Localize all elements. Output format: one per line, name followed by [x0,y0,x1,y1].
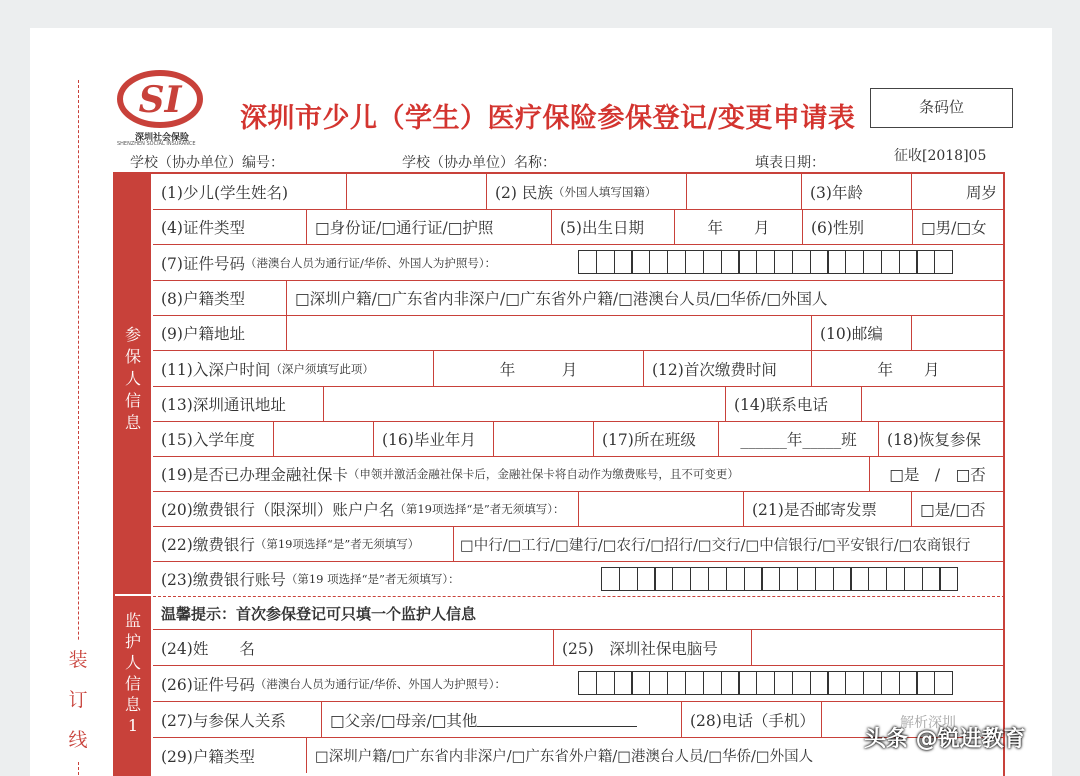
field-label-bank [153,527,453,561]
si-logo [115,68,215,130]
form-row [153,491,1005,526]
guardian-id-number-note: （港澳台人员为通行证/华侨、外国人为护照号）： [254,676,506,691]
section-char: 护 [124,632,141,651]
form-row [153,386,1005,421]
field-label-household-type: (8)户籍类型 [161,290,245,308]
form-row [153,315,1005,350]
form-row [153,561,1005,596]
field-label-household-address: (9)户籍地址 [161,325,245,343]
field-label-sz-address: (13)深圳通讯地址 [161,396,286,414]
mail-invoice-options[interactable]: □是/□否 [911,492,1005,526]
guardian-id-number-label: (26)证件号码 [161,675,255,694]
field-label-guardian-name: (24)姓 名 [161,639,255,658]
section-char: 息 [124,695,141,714]
logo-cn-text: 深圳社会保险 [135,133,190,143]
age-unit: 周岁 [965,183,997,202]
form-code: 征收[2018]05 [894,148,987,164]
section-char: 1 [127,716,139,735]
guardian-id-number-boxes[interactable] [578,671,952,695]
bank-account-boxes[interactable] [601,567,957,591]
school-name-label: 学校（协办单位）名称： [402,155,556,171]
field-label-finance-card [153,457,869,491]
enroll-year-input[interactable] [273,422,373,456]
sz-address-input[interactable] [323,387,725,421]
account-name-input[interactable] [578,492,743,526]
field-label-relationship: (27)与参保人关系 [161,711,286,730]
barcode-box: 条码位 [870,88,1013,128]
account-name-note: （第19项选择“是”者无须填写）： [394,502,565,516]
form-row [153,665,1005,701]
ethnicity-label: (2) 民族 [495,183,553,202]
account-name-label: (20)缴费银行（限深圳）账户户名 [161,501,395,519]
field-label-first-payment: (12)首次缴费时间 [643,351,811,386]
field-label-guardian-household-type: (29)户籍类型 [161,747,255,766]
form-row [153,629,1005,665]
bank-options[interactable]: □中行/□工行/□建行/□农行/□招行/□交行/□中信银行/□平安银行/□农商银行 [453,527,1005,561]
gender-options[interactable]: □男/□女 [912,210,1005,244]
section-guardian-info [115,596,151,776]
relationship-options-text: □父亲/□母亲/□其他 [330,711,478,730]
field-label-age: (3)年龄 [801,174,911,209]
binding-char: 装 [68,649,88,671]
field-label-id-type: (4)证件类型 [161,219,245,237]
graduation-input[interactable] [493,422,593,456]
age-input[interactable] [911,174,1005,209]
field-label-resume-insurance: (18)恢复参保 [878,422,1005,456]
field-label-graduation: (16)毕业年月 [373,422,493,456]
bank-account-label: (23)缴费银行账号 [161,571,286,589]
bank-note: （第19项选择“是”者无须填写） [254,537,420,551]
ethnicity-input[interactable] [686,174,801,209]
first-payment-input[interactable]: 年 月 [811,351,1005,386]
sz-hukou-time-label: (11)入深户时间 [161,360,271,379]
section-char: 保 [124,347,141,366]
form-title: 深圳市少儿（学生）医疗保险参保登记/变更申请表 [240,103,856,134]
finance-card-note: （申领并激活金融社保卡后，金融社保卡将自动作为缴费账号，且不可变更） [347,467,739,481]
section-char: 信 [124,391,141,410]
field-label-gender: (6)性别 [802,210,912,244]
si-logo-icon [115,68,205,130]
guardian-notice: 温馨提示：首次参保登记可只填一个监护人信息 [161,604,477,623]
form-row [153,596,1005,629]
field-label-postcode: (10)邮编 [811,316,911,350]
form-row [153,456,1005,491]
field-label-birth-date: (5)出生日期 [551,210,674,244]
section-char: 息 [124,413,141,432]
bank-account-note: （第19 项选择“是”者无须填写）： [285,572,460,586]
binding-label [66,640,90,760]
ethnicity-note: （外国人填写国籍） [552,184,657,199]
relationship-options[interactable] [321,702,681,737]
field-label-ethnicity [486,174,686,209]
form-row [153,244,1005,280]
logo-mark-text: SI [138,79,182,121]
class-input[interactable]: ______年_____班 [718,422,878,456]
phone-input[interactable] [861,387,1005,421]
form-row [153,280,1005,315]
watermark: 头条 @锐进教育 [864,727,1026,752]
section-char: 信 [124,674,141,693]
postcode-input[interactable] [911,316,1005,350]
section-char: 人 [124,653,141,672]
field-label-phone: (14)联系电话 [725,387,861,421]
birth-date-input[interactable]: 年 月 [674,210,802,244]
id-number-boxes[interactable] [578,250,952,274]
school-id-label: 学校（协办单位）编号： [130,155,284,171]
field-label-child-name: (1)少儿(学生姓名) [161,183,289,202]
finance-card-options[interactable]: □是 / □否 [869,457,1005,491]
guardian-ss-number-input[interactable] [751,630,1005,665]
form-table [113,172,1005,776]
section-char: 监 [124,611,141,630]
section-char: 人 [124,369,141,388]
id-number-note: （港澳台人员为通行证/华侨、外国人为护照号）： [244,255,497,270]
binding-char: 线 [68,729,88,751]
field-label-account-name [153,492,578,526]
id-number-label: (7)证件号码 [161,254,245,273]
child-name-input[interactable] [346,174,486,209]
sz-hukou-time-input[interactable]: 年 月 [433,351,643,386]
finance-card-label: (19)是否已办理金融社保卡 [161,466,348,484]
field-label-sz-hukou-time [153,351,433,386]
field-label-mobile: (28)电话（手机） [681,702,821,737]
faint-watermark: 解析深圳 [900,715,956,731]
form-row [153,350,1005,386]
household-type-options[interactable]: □深圳户籍/□广东省内非深户/□广东省外户籍/□港澳台人员/□华侨/□外国人 [286,281,1005,315]
field-label-enroll-year: (15)入学年度 [161,431,255,449]
fill-date-label: 填表日期： [755,155,825,171]
logo-en-text: SHENZHEN SOCIAL INSURANCE [117,141,196,147]
field-label-mail-invoice: (21)是否邮寄发票 [743,492,911,526]
household-address-input[interactable] [286,316,811,350]
bank-label: (22)缴费银行 [161,536,255,554]
section-char: 参 [124,325,141,344]
binding-char: 订 [68,689,88,711]
guardian-household-type-options[interactable]: □深圳户籍/□广东省内非深户/□广东省外户籍/□港澳台人员/□华侨/□外国人 [306,738,1005,773]
form-row [153,526,1005,561]
field-label-guardian-ss-number: (25) 深圳社保电脑号 [553,630,751,665]
sz-hukou-time-note: （深户须填写此项） [270,361,374,376]
section-insured-info [115,174,151,594]
form-row [153,174,1005,209]
form-row [153,421,1005,456]
form-row [153,209,1005,244]
field-label-class: (17)所在班级 [593,422,718,456]
id-type-options[interactable]: □身份证/□通行证/□护照 [306,210,551,244]
